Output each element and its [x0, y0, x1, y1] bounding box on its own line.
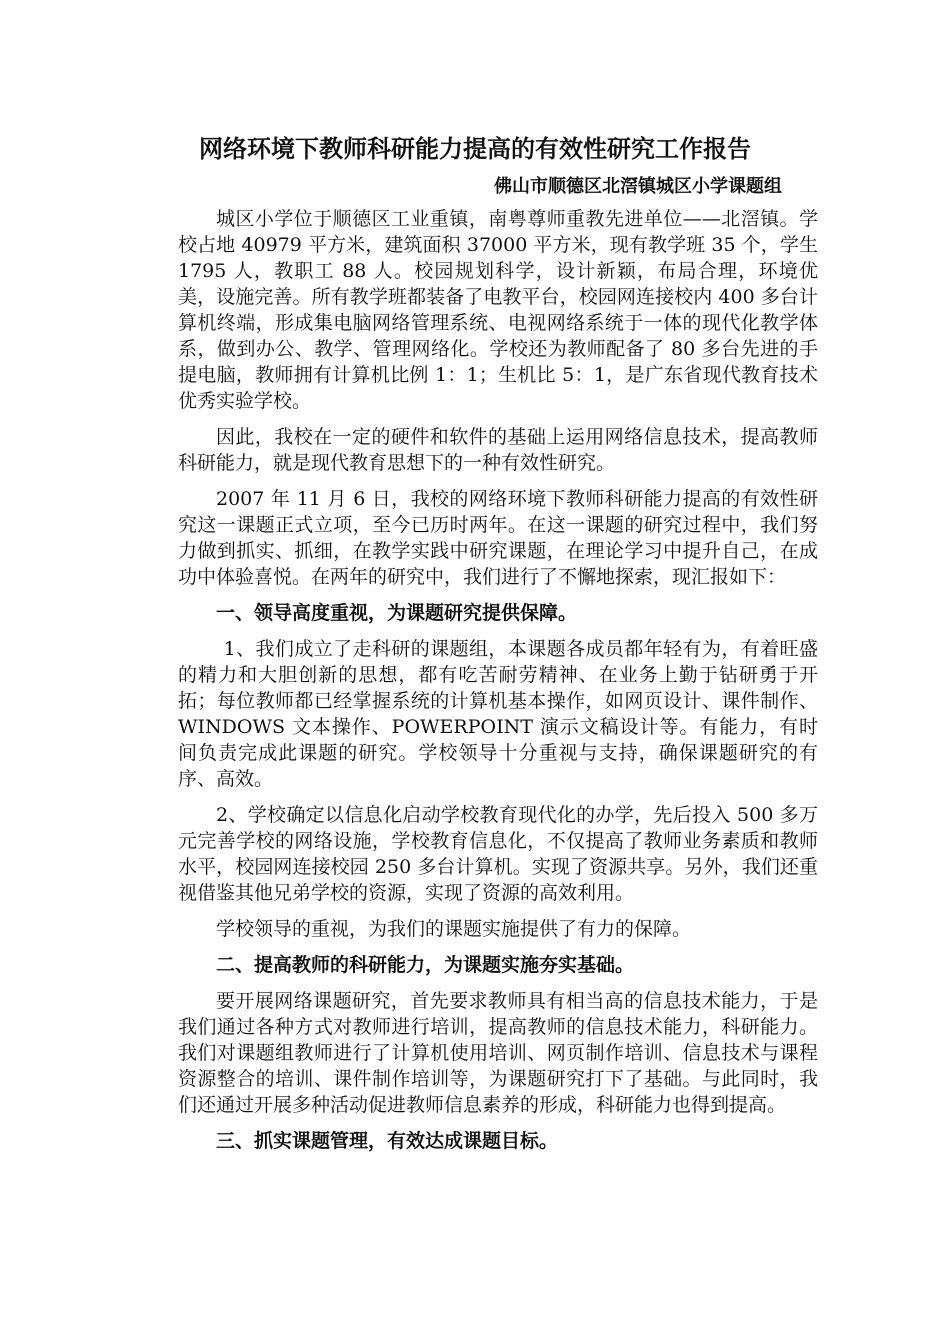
- section-heading-2: 二、提高教师的科研能力，为课题实施夯实基础。: [216, 954, 635, 976]
- paragraph-leadership-summary: 学校领导的重视，为我们的课题实施提供了有力的保障。: [216, 918, 692, 940]
- section-heading-1: 一、领导高度重视，为课题研究提供保障。: [216, 602, 578, 624]
- paragraph-project-start: 2007 年 11 月 6 日，我校的网络环境下教师科研能力提高的有效性研究这一课题正式立项，至今已历时两年。在这一课题的研究过程中，我们努力做到抓实、抓细，在教学实践中研究课题，在理论学习中提升自己，在成功中体验喜悦。在两年的研究中，我们进行了不懈地探索，现汇报如下：: [178, 488, 818, 588]
- document-body: [178, 206, 818, 1164]
- document-author: 佛山市顺德区北滘镇城区小学课题组: [494, 176, 782, 197]
- paragraph-intro: 城区小学位于顺德区工业重镇，南粤尊师重教先进单位——北滘镇。学校占地 40979 平方米，建筑面积 37000 平方米，现有教学班 35 个，学生 1795 人，教职工 88 人。校园规划科学，设计新颖，布局合理，环境优美，设施完善。所有教学班都装备了电教平台，校园网连接校内 400 多台计算机终端，形成集电脑网络管理系统、电视网络系统于一体的现代化教学体系，做到办公、教学、管理网络化。学校还为教师配备了 80 多台先进的手提电脑，教师拥有计算机比例 1：1；生机比 5：1，是广东省现代教育技术优秀实验学校。: [178, 208, 818, 412]
- document-title: 网络环境下教师科研能力提高的有效性研究工作报告: [199, 134, 751, 163]
- paragraph-point-1: 1、我们成立了走科研的课题组，本课题各成员都年轻有为，有着旺盛的精力和大胆创新的思想，都有吃苦耐劳精神、在业务上勤于钻研勇于开拓；每位教师都已经掌握系统的计算机基本操作，如网页设计、课件制作、WINDOWS 文本操作、POWERPOINT 演示文稿设计等。有能力，有时间负责完成此课题的研究。学校领导十分重视与支持，确保课题研究的有序、高效。: [178, 638, 818, 790]
- paragraph-point-2: 2、学校确定以信息化启动学校教育现代化的办学，先后投入 500 多万元完善学校的网络设施，学校教育信息化，不仅提高了教师业务素质和教师水平，校园网连接校园 250 多台计算机。实现了资源共享。另外，我们还重视借鉴其他兄弟学校的资源，实现了资源的高效利用。: [178, 804, 818, 904]
- paragraph-training: 要开展网络课题研究，首先要求教师具有相当高的信息技术能力，于是我们通过各种方式对教师进行培训，提高教师的信息技术能力，科研能力。我们对课题组教师进行了计算机使用培训、网页制作培训、信息技术与课程资源整合的培训、课件制作培训等，为课题研究打下了基础。与此同时，我们还通过开展多种活动促进教师信息素养的形成，科研能力也得到提高。: [178, 990, 818, 1116]
- paragraph-therefore: 因此，我校在一定的硬件和软件的基础上运用网络信息技术，提高教师科研能力，就是现代教育思想下的一种有效性研究。: [178, 426, 818, 474]
- section-heading-3: 三、抓实课题管理，有效达成课题目标。: [216, 1130, 559, 1152]
